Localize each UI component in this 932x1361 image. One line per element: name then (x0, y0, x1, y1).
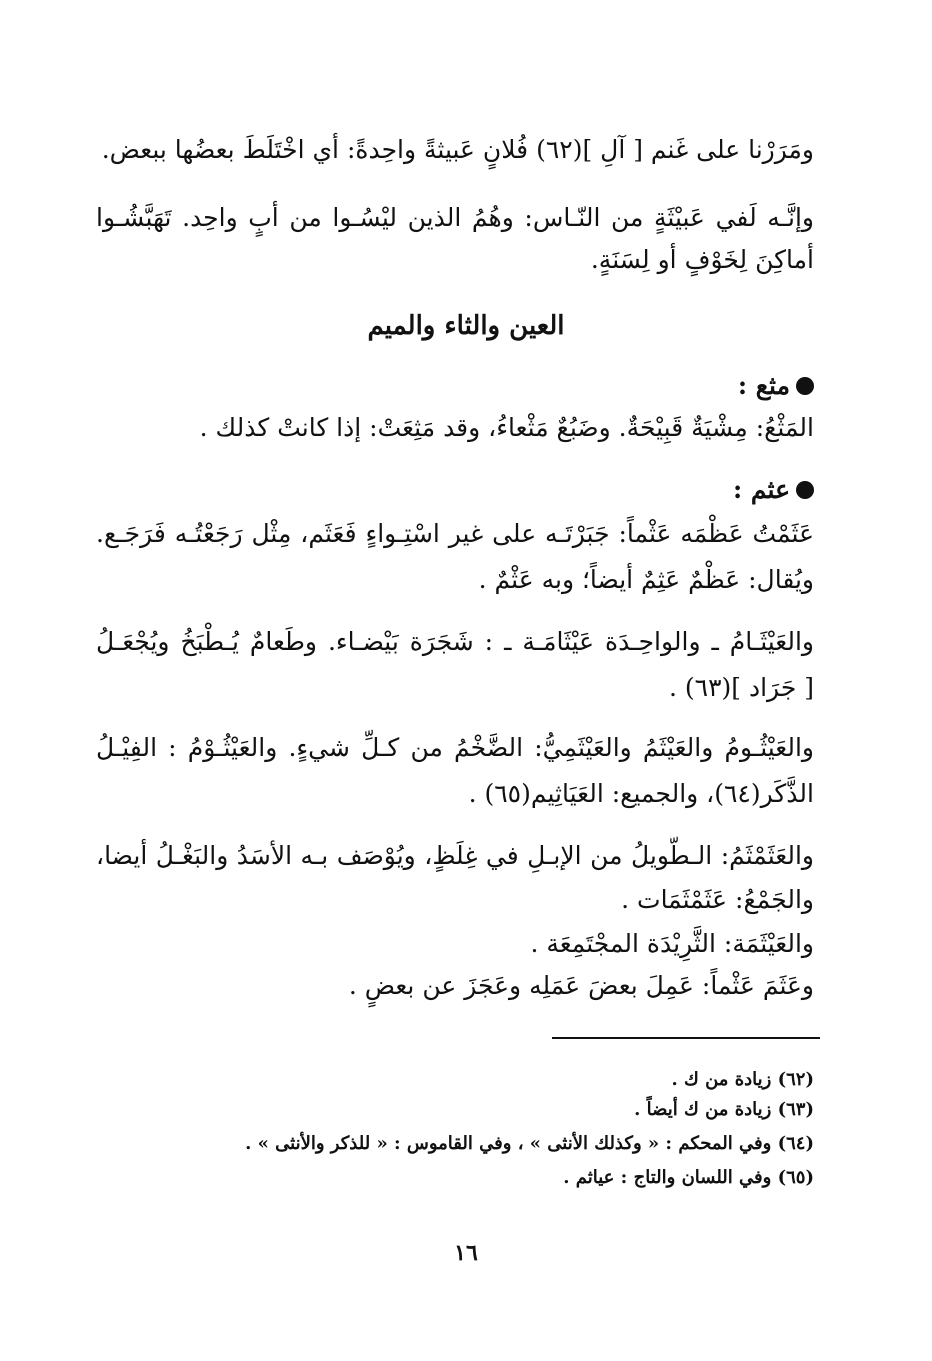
bullet-icon (796, 481, 814, 499)
entry-line: والجَمْعُ: عَثَمْثَمَات . (621, 885, 814, 914)
paragraph-line: وإنَّـه لَفي عَبيْثَةٍ من النّـاس: وهُمُ الذين ليْسُـوا من أبٍ واحِد. تَهَبَّشُـوا (96, 203, 814, 232)
entry-line: وعَثَمَ عَثْماً: عَمِلَ بعضَ عَمَلِه وعَجَزَ عن بعضٍ . (348, 971, 814, 1000)
entry-heading-ath (733, 470, 814, 510)
footnote-63: (٦٣) زيادة من ك أيضاً . (634, 1099, 814, 1120)
section-heading: العين والثاء والميم (367, 311, 565, 341)
entry-line: المَثْعُ: مِشْيَةٌ قَبِيْحَةٌ. وضَبُعٌ مَثْعاءُ، وقد مَثِعَتْ: إذا كانتْ كذلك . (199, 413, 814, 442)
entry-line: الذَّكَر(٦٤)، والجميع: العَيَاثِيم(٦٥) . (468, 779, 814, 808)
entry-heading-label: عثم : (732, 475, 790, 504)
footnote-divider (552, 1037, 820, 1039)
footnote-64: (٦٤) وفي المحكم : « وكذلك الأنثى » ، وفي القاموس : « للذكر والأنثى » . (245, 1133, 814, 1154)
entry-line: والعَيْثَـامُ ـ والواحِـدَة عَيْثَامَـة ـ : شَجَرَة بَيْضـاء. وطَعامٌ يُـطْبَخُ ويُجْعَـلُ (96, 627, 814, 656)
entry-line: ويُقال: عَظْمٌ عَثِمٌ أيضاً؛ وبه عَثْمٌ . (478, 565, 814, 594)
footnote-62: (٦٢) زيادة من ك . (671, 1069, 814, 1090)
entry-line: والعَثَمْثَمُ: الـطَّويلُ من الإبـلِ في غِلَظٍ، ويُوْصَف بـه الأسَدُ والبَغْـلُ أيضا، (96, 841, 814, 870)
paragraph-line: أماكِنَ لِخَوْفٍ أو لِسَنَةٍ. (590, 245, 814, 274)
footnote-65: (٦٥) وفي اللسان والتاج : عياثم . (563, 1167, 814, 1188)
page-number: ١٦ (454, 1240, 478, 1266)
entry-heading-mth (738, 366, 814, 406)
entry-line: والعَيْثُـومُ والعَيْثَمُ والعَيْثَمِيُّ: الضَّخْمُ من كـلِّ شيءٍ. والعَيْثُـوْمُ : الفِيْـلُ (96, 733, 814, 762)
paragraph-line: ومَرَرْنا على غَنم [ آلِ ](٦٢) فُلانٍ عَبيثةً واحِدةً: أي اخْتَلَطَ بعضُها ببعض. (101, 135, 814, 164)
entry-line: [ جَرَاد ](٦٣) . (669, 673, 814, 702)
bullet-icon (796, 377, 814, 395)
entry-line: عَثَمْتُ عَظْمَه عَثْماً: جَبَرْتَـه على غير اسْتِـواءٍ فَعَثَم، مِثْل رَجَعْتُـه فَرَجَـع. (96, 519, 814, 548)
entry-heading-label: مثع : (737, 371, 790, 400)
entry-line: والعَيْثَمَة: الثَّرِيْدَة المجْتَمِعَة . (530, 929, 814, 958)
